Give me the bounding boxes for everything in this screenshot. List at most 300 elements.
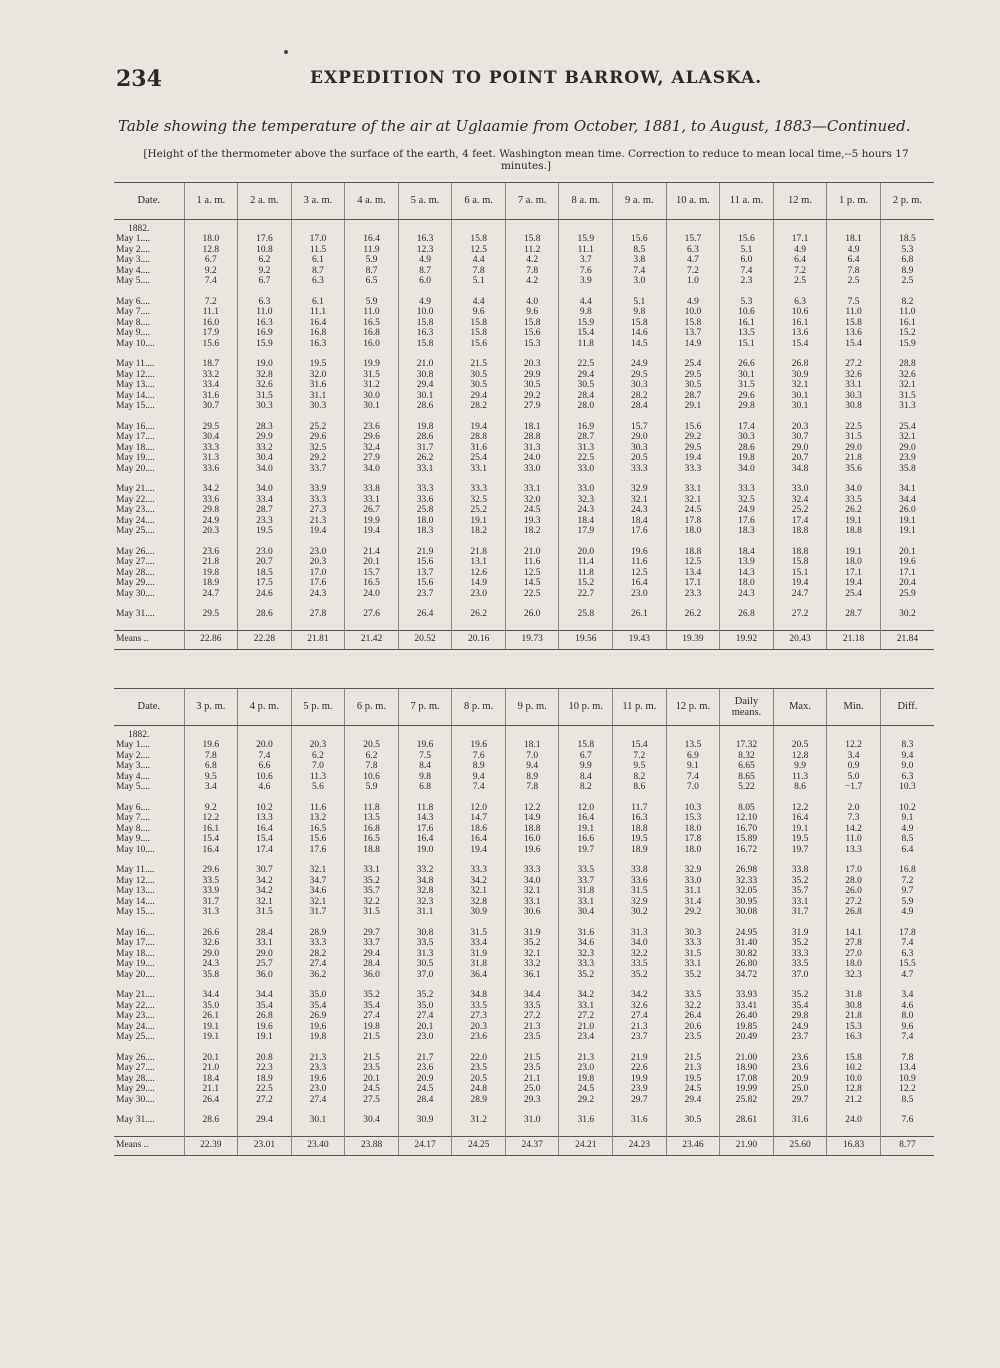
value-cell: 16.4 (398, 834, 452, 845)
table-row (114, 443, 934, 454)
value-cell: 35.4 (238, 1001, 292, 1012)
value-cell: 9.2 (238, 266, 292, 277)
empty-cell (452, 1043, 506, 1053)
value-cell: 31.3 (613, 928, 667, 939)
date-cell: May 29.... (116, 1084, 155, 1094)
value-cell: 31.1 (291, 391, 345, 402)
value-cell: 17.6 (720, 516, 774, 527)
value-cell: 27.2 (559, 1011, 613, 1022)
empty-cell (505, 474, 559, 484)
value-cell: 18.8 (773, 526, 827, 537)
empty-cell (398, 980, 452, 990)
value-cell: 35.2 (773, 876, 827, 887)
empty-cell (880, 620, 934, 631)
value-cell: 23.4 (559, 1032, 613, 1043)
value-cell: 30.82 (720, 949, 774, 960)
empty-cell (398, 599, 452, 609)
table-row (114, 453, 934, 464)
value-cell: 34.0 (613, 938, 667, 949)
value-cell: 17.6 (291, 578, 345, 589)
value-cell: 30.1 (773, 401, 827, 412)
value-cell: 33.1 (773, 897, 827, 908)
value-cell: 30.3 (720, 432, 774, 443)
empty-cell (452, 599, 506, 609)
value-cell: 5.9 (880, 897, 934, 908)
empty-cell (720, 287, 774, 297)
value-cell: 25.60 (773, 1136, 827, 1155)
value-cell: 13.5 (345, 813, 399, 824)
value-cell: 29.2 (559, 1095, 613, 1106)
empty-cell (666, 537, 720, 547)
value-cell: 20.9 (773, 1074, 827, 1085)
value-cell: 28.9 (452, 1095, 506, 1106)
value-cell: 31.3 (398, 949, 452, 960)
value-cell: 21.1 (505, 1074, 559, 1085)
value-cell: 34.2 (559, 990, 613, 1001)
empty-cell (184, 855, 238, 865)
value-cell: 20.1 (345, 1074, 399, 1085)
value-cell: 3.9 (559, 276, 613, 287)
empty-cell (291, 620, 345, 631)
empty-cell (452, 537, 506, 547)
value-cell: 7.4 (880, 938, 934, 949)
empty-cell (720, 1105, 774, 1115)
value-cell: 11.0 (880, 307, 934, 318)
value-cell: 21.0 (398, 359, 452, 370)
empty-cell (773, 537, 827, 547)
value-cell: 25.8 (398, 505, 452, 516)
value-cell: 27.8 (827, 938, 881, 949)
empty-cell (398, 918, 452, 928)
value-cell: 29.3 (505, 1095, 559, 1106)
value-cell: 35.2 (613, 970, 667, 981)
value-cell: 23.3 (291, 1063, 345, 1074)
value-cell: 5.22 (720, 782, 774, 793)
value-cell: 17.4 (720, 422, 774, 433)
table-row (114, 865, 934, 876)
value-cell: 24.17 (398, 1136, 452, 1155)
empty-cell (720, 855, 774, 865)
value-cell: 15.8 (827, 318, 881, 329)
empty-cell (291, 726, 345, 741)
value-cell: 31.6 (559, 1115, 613, 1126)
empty-cell (345, 1126, 399, 1137)
table-caption: Table showing the temperature of the air at Uglaamie from October, 1881, to August, 1883—Continued. (118, 117, 911, 135)
empty-cell (345, 620, 399, 631)
table-row (114, 464, 934, 475)
value-cell: 18.4 (613, 516, 667, 527)
value-cell: 31.5 (880, 391, 934, 402)
value-cell: 15.1 (773, 568, 827, 579)
value-cell: 16.1 (720, 318, 774, 329)
value-cell: 12.5 (613, 568, 667, 579)
empty-cell (613, 537, 667, 547)
value-cell: 19.6 (291, 1022, 345, 1033)
empty-cell (773, 1105, 827, 1115)
value-cell: 13.6 (773, 328, 827, 339)
value-cell: 19.8 (291, 1032, 345, 1043)
value-cell: 20.5 (452, 1074, 506, 1085)
value-cell: 28.6 (398, 401, 452, 412)
value-cell: 33.9 (184, 886, 238, 897)
value-cell: 29.0 (827, 443, 881, 454)
value-cell: 26.2 (666, 609, 720, 620)
table-row (114, 907, 934, 918)
table-row (114, 886, 934, 897)
table-row (114, 1001, 934, 1012)
value-cell: 11.1 (291, 307, 345, 318)
value-cell: 17.5 (238, 578, 292, 589)
value-cell: 7.4 (452, 782, 506, 793)
value-cell: 6.6 (238, 761, 292, 772)
value-cell: 17.0 (291, 568, 345, 579)
value-cell: 35.2 (505, 938, 559, 949)
empty-cell (452, 918, 506, 928)
value-cell: 31.5 (720, 380, 774, 391)
date-cell: May 22.... (116, 1000, 155, 1011)
empty-cell (827, 474, 881, 484)
date-cell: May 4.... (116, 265, 151, 276)
value-cell: 28.7 (666, 391, 720, 402)
value-cell: 10.2 (880, 803, 934, 814)
date-cell: May 13.... (116, 380, 155, 390)
value-cell: 33.3 (559, 959, 613, 970)
value-cell: 17.32 (720, 740, 774, 751)
value-cell: 36.1 (505, 970, 559, 981)
empty-cell (773, 918, 827, 928)
value-cell: 17.1 (827, 568, 881, 579)
value-cell: 33.2 (505, 959, 559, 970)
value-cell: 20.49 (720, 1032, 774, 1043)
value-cell: 27.8 (291, 609, 345, 620)
value-cell: 16.8 (345, 328, 399, 339)
value-cell: 33.3 (452, 865, 506, 876)
value-cell: 19.1 (773, 824, 827, 835)
value-cell: 32.1 (505, 886, 559, 897)
value-cell: 8.6 (613, 782, 667, 793)
value-cell: 18.1 (505, 422, 559, 433)
value-cell: 26.8 (720, 609, 774, 620)
value-cell: 30.2 (613, 907, 667, 918)
value-cell: 11.5 (291, 245, 345, 256)
value-cell: 20.3 (452, 1022, 506, 1033)
empty-cell (505, 599, 559, 609)
empty-cell (184, 599, 238, 609)
value-cell: 33.1 (559, 897, 613, 908)
date-cell: May 16.... (116, 421, 155, 432)
empty-cell (827, 726, 881, 741)
empty-cell (345, 918, 399, 928)
value-cell: 32.1 (452, 886, 506, 897)
value-cell: 7.6 (559, 266, 613, 277)
value-cell: 30.7 (184, 401, 238, 412)
value-cell: 15.8 (452, 328, 506, 339)
column-header: 4 p. m. (238, 689, 292, 726)
value-cell: 16.8 (291, 328, 345, 339)
value-cell: 30.5 (398, 959, 452, 970)
value-cell: 12.3 (398, 245, 452, 256)
value-cell: 31.1 (666, 886, 720, 897)
value-cell: 30.1 (720, 370, 774, 381)
empty-cell (184, 918, 238, 928)
empty-cell (345, 855, 399, 865)
value-cell: 21.0 (184, 1063, 238, 1074)
empty-cell (505, 537, 559, 547)
value-cell: 26.7 (345, 505, 399, 516)
value-cell: 20.5 (345, 740, 399, 751)
value-cell: 32.8 (238, 370, 292, 381)
value-cell: 21.9 (613, 1053, 667, 1064)
column-header: 8 a. m. (559, 183, 613, 220)
value-cell: 35.0 (184, 1001, 238, 1012)
empty-cell (184, 537, 238, 547)
value-cell: 19.1 (880, 516, 934, 527)
value-cell: 8.77 (880, 1136, 934, 1155)
value-cell: 33.7 (345, 938, 399, 949)
value-cell: 26.40 (720, 1011, 774, 1022)
year-row (114, 220, 934, 235)
value-cell: 34.6 (291, 886, 345, 897)
value-cell: 32.4 (773, 495, 827, 506)
column-header: 10 a. m. (666, 183, 720, 220)
value-cell: 15.8 (398, 339, 452, 350)
value-cell: 28.4 (345, 959, 399, 970)
empty-cell (559, 1105, 613, 1115)
empty-cell (505, 412, 559, 422)
value-cell: 33.3 (184, 443, 238, 454)
empty-cell (398, 287, 452, 297)
value-cell: 6.7 (184, 255, 238, 266)
empty-cell (114, 855, 184, 865)
value-cell: 33.1 (452, 464, 506, 475)
empty-cell (613, 1126, 667, 1137)
spacer-row (114, 980, 934, 990)
spacer-row (114, 620, 934, 631)
value-cell: 11.8 (345, 803, 399, 814)
empty-cell (880, 1105, 934, 1115)
value-cell: 20.52 (398, 630, 452, 649)
spacer-row (114, 918, 934, 928)
value-cell: 11.9 (345, 245, 399, 256)
value-cell: 33.2 (238, 443, 292, 454)
value-cell: 24.5 (345, 1084, 399, 1095)
date-cell: May 31.... (116, 609, 155, 619)
table-row (114, 1115, 934, 1126)
value-cell: 26.1 (184, 1011, 238, 1022)
value-cell: 31.5 (666, 949, 720, 960)
value-cell: 4.6 (880, 1001, 934, 1012)
value-cell: 24.5 (505, 505, 559, 516)
ink-dot (284, 50, 288, 54)
empty-cell (184, 412, 238, 422)
value-cell: 35.0 (398, 1001, 452, 1012)
empty-cell (827, 220, 881, 235)
value-cell: 19.9 (345, 516, 399, 527)
value-cell: 32.1 (613, 495, 667, 506)
table-row (114, 276, 934, 287)
value-cell: 25.8 (559, 609, 613, 620)
value-cell: 30.08 (720, 907, 774, 918)
empty-cell (398, 1126, 452, 1137)
value-cell: 22.5 (827, 422, 881, 433)
value-cell: 4.9 (666, 297, 720, 308)
value-cell: 10.0 (827, 1074, 881, 1085)
value-cell: 15.7 (345, 568, 399, 579)
value-cell: 30.5 (452, 370, 506, 381)
date-cell: May 15.... (116, 401, 155, 411)
value-cell: 9.1 (880, 813, 934, 824)
value-cell: 33.4 (184, 380, 238, 391)
empty-cell (880, 980, 934, 990)
column-header: 3 a. m. (291, 183, 345, 220)
value-cell: 14.3 (398, 813, 452, 824)
column-header: 9 a. m. (613, 183, 667, 220)
date-cell: May 19.... (116, 453, 155, 463)
empty-cell (238, 599, 292, 609)
value-cell: 31.7 (398, 443, 452, 454)
empty-cell (398, 620, 452, 631)
value-cell: 21.5 (666, 1053, 720, 1064)
year-label: 1882. (128, 729, 150, 740)
value-cell: 32.8 (398, 886, 452, 897)
value-cell: 20.1 (880, 547, 934, 558)
table-row (114, 990, 934, 1001)
value-cell: 8.7 (398, 266, 452, 277)
value-cell: 26.2 (452, 609, 506, 620)
value-cell: 30.4 (559, 907, 613, 918)
empty-cell (184, 726, 238, 741)
value-cell: 26.9 (291, 1011, 345, 1022)
value-cell: 7.5 (398, 751, 452, 762)
table-row (114, 432, 934, 443)
date-cell: May 12.... (116, 875, 155, 886)
value-cell: 30.4 (184, 432, 238, 443)
value-cell: 6.2 (238, 255, 292, 266)
table-row (114, 740, 934, 751)
value-cell: 11.7 (613, 803, 667, 814)
value-cell: 24.5 (666, 1084, 720, 1095)
value-cell: 27.4 (398, 1011, 452, 1022)
value-cell: 29.8 (773, 1011, 827, 1022)
value-cell: 15.8 (505, 318, 559, 329)
value-cell: 25.9 (880, 589, 934, 600)
date-cell: May 17.... (116, 938, 155, 948)
value-cell: 29.5 (184, 609, 238, 620)
column-header: 6 p. m. (345, 689, 399, 726)
value-cell: 23.3 (666, 589, 720, 600)
value-cell: 8.05 (720, 803, 774, 814)
value-cell: 4.7 (880, 970, 934, 981)
date-cell: May 30.... (116, 1094, 155, 1105)
value-cell: 23.01 (238, 1136, 292, 1155)
empty-cell (345, 1043, 399, 1053)
value-cell: 18.2 (452, 526, 506, 537)
value-cell: 20.1 (345, 557, 399, 568)
value-cell: 19.8 (398, 422, 452, 433)
value-cell: 35.2 (666, 970, 720, 981)
value-cell: 19.56 (559, 630, 613, 649)
value-cell: 36.4 (452, 970, 506, 981)
value-cell: 19.6 (238, 1022, 292, 1033)
empty-cell (880, 349, 934, 359)
value-cell: 34.8 (452, 990, 506, 1001)
table-row (114, 234, 934, 245)
value-cell: 19.92 (720, 630, 774, 649)
value-cell: 34.7 (291, 876, 345, 887)
value-cell: 33.5 (398, 938, 452, 949)
year-row (114, 726, 934, 741)
value-cell: 20.0 (559, 547, 613, 558)
value-cell: 16.0 (184, 318, 238, 329)
value-cell: 19.4 (666, 453, 720, 464)
date-cell: May 25.... (116, 1032, 155, 1042)
value-cell: 30.8 (827, 401, 881, 412)
value-cell: 12.2 (880, 1084, 934, 1095)
date-cell: May 28.... (116, 567, 155, 578)
value-cell: 2.3 (720, 276, 774, 287)
table-row (114, 959, 934, 970)
value-cell: 33.7 (559, 876, 613, 887)
value-cell: 16.1 (773, 318, 827, 329)
value-cell: 24.9 (773, 1022, 827, 1033)
value-cell: 28.61 (720, 1115, 774, 1126)
empty-cell (720, 474, 774, 484)
value-cell: 17.08 (720, 1074, 774, 1085)
value-cell: 15.2 (559, 578, 613, 589)
empty-cell (505, 855, 559, 865)
value-cell: 25.0 (505, 1084, 559, 1095)
value-cell: 24.9 (613, 359, 667, 370)
value-cell: 28.7 (238, 505, 292, 516)
value-cell: 19.4 (452, 845, 506, 856)
value-cell: 6.8 (398, 782, 452, 793)
value-cell: 29.8 (720, 401, 774, 412)
value-cell: 19.8 (559, 1074, 613, 1085)
empty-cell (398, 1043, 452, 1053)
value-cell: 30.3 (291, 401, 345, 412)
value-cell: 21.3 (505, 1022, 559, 1033)
date-cell: May 14.... (116, 896, 155, 907)
value-cell: 6.3 (773, 297, 827, 308)
date-cell: May 30.... (116, 588, 155, 599)
value-cell: 12.5 (666, 557, 720, 568)
value-cell: 6.7 (238, 276, 292, 287)
value-cell: 30.8 (398, 928, 452, 939)
value-cell: 22.6 (613, 1063, 667, 1074)
value-cell: 27.4 (291, 1095, 345, 1106)
value-cell: 19.4 (452, 422, 506, 433)
empty-cell (184, 980, 238, 990)
empty-cell (613, 726, 667, 741)
value-cell: 30.1 (773, 391, 827, 402)
value-cell: 29.5 (613, 370, 667, 381)
value-cell: 18.0 (666, 845, 720, 856)
value-cell: 26.0 (827, 886, 881, 897)
empty-cell (114, 349, 184, 359)
value-cell: 19.1 (184, 1022, 238, 1033)
value-cell: 24.23 (613, 1136, 667, 1155)
value-cell: 29.8 (184, 505, 238, 516)
value-cell: 18.0 (398, 516, 452, 527)
value-cell: 33.3 (291, 495, 345, 506)
value-cell: 19.4 (345, 526, 399, 537)
value-cell: 27.3 (291, 505, 345, 516)
empty-cell (613, 620, 667, 631)
value-cell: 35.7 (345, 886, 399, 897)
value-cell: 7.4 (184, 276, 238, 287)
value-cell: 21.0 (505, 547, 559, 558)
empty-cell (613, 918, 667, 928)
